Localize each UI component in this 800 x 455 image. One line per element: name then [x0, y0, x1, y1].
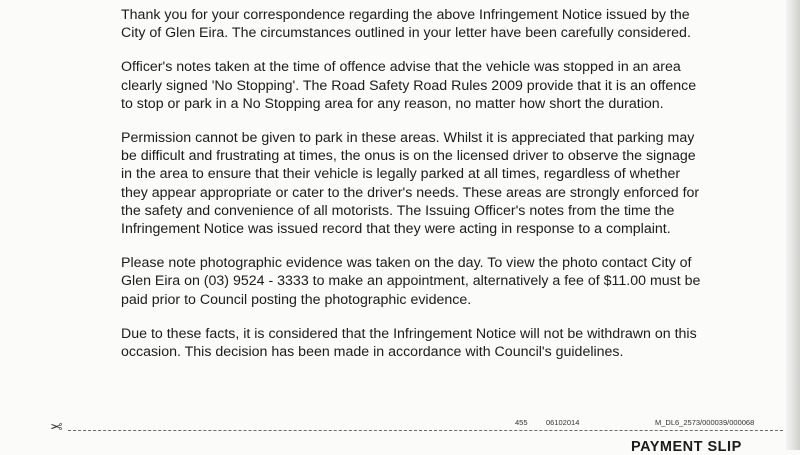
paragraph-officer-notes: Officer's notes taken at the time of offence advise that the vehicle was stopped in an area clearly signed 'No Stopping'. The Road Safety Road Rules 2009 provide that it is an offence to stop or park in a No Stopping area for any reason, no matter how short the duration.: [121, 59, 697, 112]
scissors-icon: ✂: [50, 419, 63, 436]
payment-slip-heading: PAYMENT SLIP: [631, 439, 742, 455]
print-date-code: 06102014: [546, 418, 580, 427]
letter-body: [121, 6, 721, 377]
paragraph-thank-you: Thank you for your correspondence regarding the above Infringement Notice issued by the City of Glen Eira. The circumstances outlined in your letter have been carefully considered.: [121, 7, 691, 42]
print-code-455: 455: [515, 418, 528, 427]
paragraph-decision: Due to these facts, it is considered that the Infringement Notice will not be withdrawn on this occasion. This decision has been made in accordance with Council's guidelines.: [121, 325, 697, 361]
page-edge-shadow: [786, 0, 800, 450]
paragraph-photographic-evidence: Please note photographic evidence was taken on the day. To view the photo contact City of Glen Eira on (03) 9524 - 3333 to make an appointment, alternatively a fee of $11.00 must be paid prior to Council posting the photographic evidence.: [121, 255, 701, 308]
dashed-cut-line: [68, 430, 783, 431]
paragraph-permission: Permission cannot be given to park in these areas. Whilst it is appreciated that parking may be difficult and frustrating at times, the onus is on the licensed driver to observe the signage in the area to ensure that their vehicle is legally parked at all times, regardless of whether they appear appropriate or cater to the driver's needs. These areas are strongly enforced for the safety and convenience of all motorists. The Issuing Officer's notes from the time the Infringement Notice was issued record that they were acting in response to a complaint.: [121, 130, 700, 238]
print-reference-code: M_DL6_2573/000039/000068: [655, 418, 755, 427]
